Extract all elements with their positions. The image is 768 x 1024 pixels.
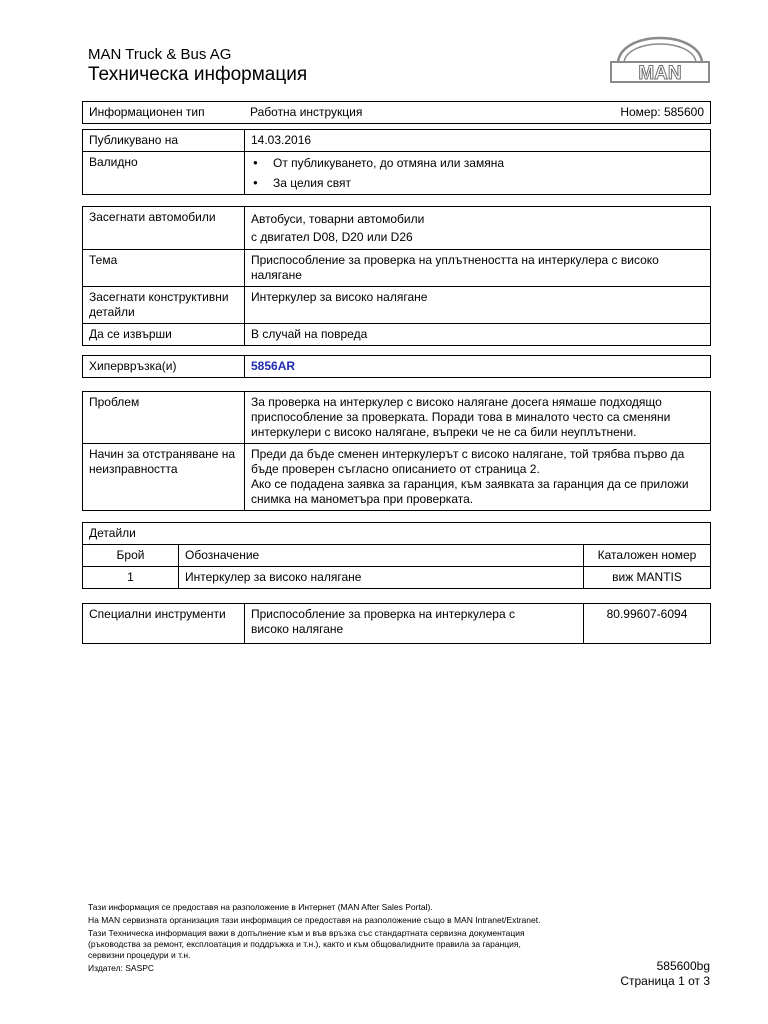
- when-value: В случай на повреда: [245, 324, 711, 346]
- valid-label: Валидно: [83, 152, 245, 195]
- hyperlink-label: Хипервръзка(и): [83, 356, 245, 378]
- affected-label: Засегнати автомобили: [83, 207, 245, 250]
- info-type-table: [82, 101, 711, 124]
- parts-value: Интеркулер за високо налягане: [245, 287, 711, 324]
- fix-text-2: Ако се подадена заявка за гаранция, към заявката за гаранция да се приложи снимка на манометъра при проверката.: [251, 477, 689, 506]
- col-desc-header: Обозначение: [179, 545, 584, 567]
- col-qty-header: Брой: [83, 545, 179, 567]
- info-type-label: Информационен тип: [83, 102, 245, 124]
- hyperlink-table: [82, 355, 711, 378]
- problem-label: Проблем: [83, 392, 245, 444]
- fix-text-1: Преди да бъде сменен интеркулерът с високо налягане, той трябва първо да бъде проверен съгласно описанието от страница 2.: [251, 447, 685, 476]
- vehicles-table: [82, 206, 711, 346]
- fix-label: Начин за отстраняване на неизправността: [83, 444, 245, 511]
- footer-line-3: Тази Техническа информация важи в допълнение към и във връзка със стандартната сервизна документация (ръководства за ремонт, експлоатация и поддръжка и т.н.), както и към общовалидните правила за гаранция, сервизни процедури и т.н.: [88, 928, 525, 960]
- page-number: Страница 1 от 3: [620, 974, 710, 988]
- document-title: Техническа информация: [88, 64, 308, 85]
- row-desc: Интеркулер за високо налягане: [179, 567, 584, 589]
- problem-table: [82, 391, 711, 511]
- footer-notes: [88, 902, 558, 976]
- tools-desc: Приспособление за проверка на интеркулера с високо налягане: [251, 607, 515, 636]
- footer-line-2: На MAN сервизната организация тази информация се предоставя на разположение също в MAN Intranet/Extranet.: [88, 915, 541, 925]
- affected-line1: Автобуси, товарни автомобили: [251, 212, 425, 226]
- doc-number: Номер: 585600: [507, 102, 710, 124]
- tools-number: 80.99607-6094: [584, 604, 711, 644]
- footer-publisher: Издател: SASPC: [88, 963, 155, 973]
- when-label: Да се извърши: [83, 324, 245, 346]
- tools-label: Специални инструменти: [83, 604, 245, 644]
- man-logo-text: MAN: [638, 63, 682, 84]
- topic-value: Приспособление за проверка на уплътнеността на интеркулера с високо налягане: [245, 250, 711, 287]
- footer-page-info: [620, 959, 710, 989]
- company-name: MAN Truck & Bus AG: [88, 46, 232, 63]
- published-value: 14.03.2016: [245, 130, 711, 152]
- table-row: [83, 567, 711, 589]
- parts-label: Засегнати конструктивни детайли: [83, 287, 245, 324]
- row-qty: 1: [83, 567, 179, 589]
- list-item: ● От публикуването, до отмяна или замяна: [273, 153, 704, 173]
- details-title: Детайли: [83, 523, 711, 545]
- published-label: Публикувано на: [83, 130, 245, 152]
- list-item: ● За целия свят: [273, 173, 704, 193]
- tools-table: [82, 603, 711, 644]
- info-type-value: Работна инструкция: [244, 102, 507, 124]
- hyperlink-5856ar[interactable]: 5856AR: [251, 359, 296, 373]
- topic-label: Тема: [83, 250, 245, 287]
- row-cat: виж MANTIS: [584, 567, 711, 589]
- valid-list: [251, 153, 704, 193]
- doc-code: 585600bg: [656, 959, 710, 973]
- footer-line-1: Тази информация се предоставя на разположение в Интернет (MAN After Sales Portal).: [88, 902, 433, 912]
- details-table: [82, 522, 711, 589]
- man-logo: [608, 34, 712, 90]
- problem-text: За проверка на интеркулер с високо налягане досега нямаше подходящо приспособление за проверката. Поради това в миналото често са сменяни интеркулери с високо налягане, въпреки че не са били неуплътнени.: [245, 392, 711, 444]
- affected-line2: с двигател D08, D20 или D26: [251, 230, 413, 244]
- validity-table: [82, 129, 711, 195]
- col-cat-header: Каталожен номер: [584, 545, 711, 567]
